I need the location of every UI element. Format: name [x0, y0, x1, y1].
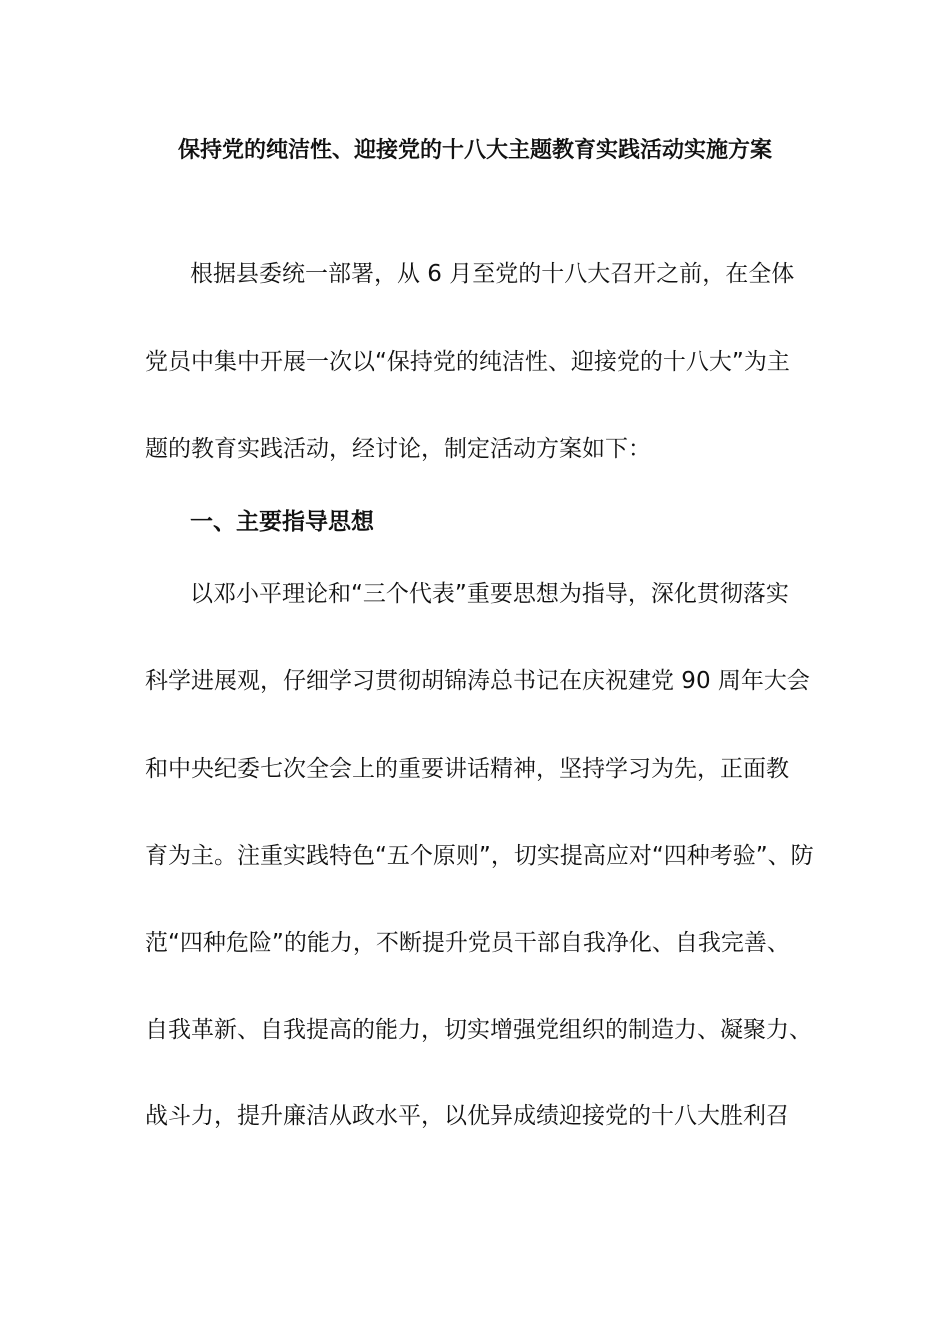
body-line-2: 科学进展观，仔细学习贯彻胡锦涛总书记在庆祝建党 90 周年大会: [145, 668, 810, 694]
intro-line-2: 党员中集中开展一次以“保持党的纯洁性、迎接党的十八大”为主: [145, 349, 790, 375]
intro-line-1: 根据县委统一部署，从 6 月至党的十八大召开之前，在全体: [190, 261, 795, 287]
intro-line-3: 题的教育实践活动，经讨论，制定活动方案如下：: [145, 436, 651, 462]
body-line-6: 自我革新、自我提高的能力，切实增强党组织的制造力、凝聚力、: [145, 1017, 812, 1043]
document-title: 保持党的纯洁性、迎接党的十八大主题教育实践活动实施方案: [177, 138, 772, 163]
body-line-1: 以邓小平理论和“三个代表”重要思想为指导，深化贯彻落实: [190, 581, 789, 607]
body-line-5: 范“四种危险”的能力，不断提升党员干部自我净化、自我完善、: [145, 930, 790, 956]
body-line-3: 和中央纪委七次全会上的重要讲话精神，坚持学习为先，正面教: [145, 756, 789, 782]
body-line-4: 育为主。注重实践特色“五个原则”，切实提高应对“四种考验”、防: [145, 843, 814, 869]
body-line-7: 战斗力，提升廉洁从政水平，以优异成绩迎接党的十八大胜利召: [145, 1103, 789, 1129]
section-heading: 一、主要指导思想: [190, 509, 374, 535]
